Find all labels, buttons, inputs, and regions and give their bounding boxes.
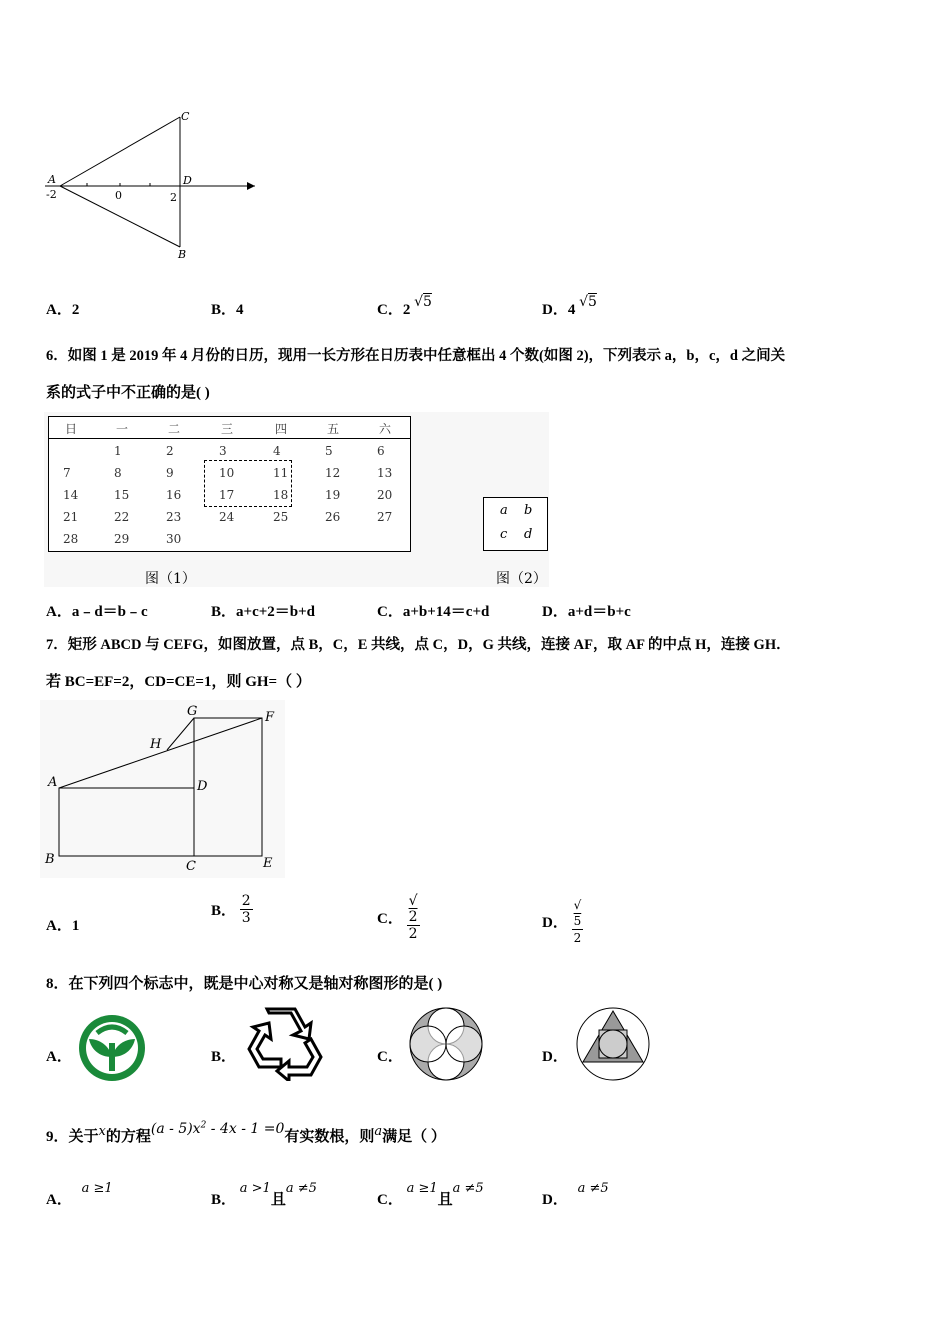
calendar-cell: 24 [219,510,235,524]
calendar-cell: 11 [273,466,289,480]
option-label: B． [211,903,237,919]
calendar-header: 五 [327,422,340,436]
option-value: 2 [71,302,80,318]
option-label: C． [377,604,403,620]
option-label: A． [46,1192,72,1208]
q9-option-c[interactable] [377,1181,484,1209]
calendar-cell: 17 [219,488,235,502]
denominator: 2 [408,926,418,942]
q6-option-b[interactable] [211,600,315,621]
calendar-cell: 12 [325,466,341,480]
option-label: C． [377,302,403,318]
calendar-header: 一 [116,422,129,436]
label-E: E [263,856,273,871]
four-petal-circle-logo-icon[interactable] [408,1006,484,1082]
radicand: 2 [408,909,418,925]
conjunction: 且 [437,1192,453,1208]
q7-option-d[interactable] [542,897,583,946]
conjunction: 且 [270,1192,286,1208]
calendar-cell: 5 [325,444,333,458]
q9-exponent: 2 [200,1120,207,1131]
label-C: C [181,110,190,123]
recycle-logo-icon[interactable] [245,1005,323,1081]
option-label: D． [542,1192,568,1208]
q8-option-c[interactable] [377,1045,403,1066]
option-label: C． [377,911,403,927]
q6-text-line2: 系的式子中不正确的是( ) [46,385,210,401]
q6-option-a[interactable] [46,600,148,621]
calendar-cell: 15 [114,488,130,502]
q9-var-x: x [98,1124,106,1139]
calendar-cell: 29 [114,532,130,546]
label-H: H [150,737,162,752]
calendar-cell: 8 [114,466,122,480]
calendar-cell: 13 [377,466,393,480]
fraction [240,893,253,926]
calendar-cell: 4 [273,444,281,458]
option-label: C． [377,1192,403,1208]
option-label: B． [211,604,237,620]
option-value: a+c+2＝b+d [236,604,316,620]
calendar-cell: 26 [325,510,341,524]
green-food-logo-icon[interactable] [77,1013,147,1083]
denominator: 3 [241,910,251,926]
tick-neg2: -2 [46,188,57,201]
q7-figure [40,700,285,878]
q9-equation: (a - 5)x [150,1121,201,1137]
q9-equation-rest: - 4x - 1 =0 [206,1121,285,1137]
option-label: A． [46,1049,72,1065]
option-value: a﹣d＝b﹣c [71,604,148,620]
q9-option-b[interactable] [211,1181,317,1209]
q8-option-b[interactable] [211,1045,236,1066]
label-D: D [183,174,192,187]
option-label: A． [46,302,72,318]
calendar-header: 四 [275,422,288,436]
calendar-header: 三 [221,422,234,436]
q6-text-line1: 6．如图 1 是 2019 年 4 月份的日历，现用一长方形在日历表中任意框出 4 个数(如图 2)，下列表示 a，b，c，d 之间关 [46,348,786,364]
option-label: C． [377,1049,403,1065]
numerator: √ 2 [408,893,418,925]
calendar-header: 日 [65,422,78,436]
option-coef: 4 [567,302,576,318]
option-label: B． [211,302,237,318]
calendar-cell: 3 [219,444,227,458]
label-B: B [45,852,55,867]
radicand: 5 [573,914,582,928]
option-coef: 2 [402,302,411,318]
calendar-cell: 7 [63,466,71,480]
condition-1: a ≥1 [406,1181,438,1196]
calendar-cell: 2 [166,444,174,458]
q7-option-c[interactable] [377,893,420,942]
option-label: D． [542,302,568,318]
q5-option-b[interactable] [211,298,244,319]
q7-text-line1: 7．矩形 ABCD 与 CEFG，如图放置，点 B，C，E 共线，点 C，D，G 共线，连接 AF，取 AF 的中点 H，连接 GH． [46,637,791,653]
calendar-cell: 20 [377,488,393,502]
q6-option-d[interactable] [542,600,631,621]
option-value: a+d＝b+c [567,604,631,620]
calendar-header: 二 [168,422,181,436]
condition-2: a ≠5 [452,1181,484,1196]
option-label: A． [46,604,72,620]
denominator: 2 [573,931,582,945]
q9-prefix: 9．关于 [46,1129,99,1145]
abcd-box [483,497,548,551]
condition-2: a ≠5 [285,1181,317,1196]
tick-0: 0 [115,189,122,202]
label-G: G [187,704,198,719]
calendar-cell: 25 [273,510,289,524]
label-D: D [197,779,208,794]
q7-option-a[interactable] [46,914,79,935]
q9-mid: 的方程 [105,1129,151,1145]
box-b: b [524,503,533,518]
box-c: c [500,527,508,542]
q6-option-c[interactable] [377,600,489,621]
option-label: A． [46,918,72,934]
label-B: B [178,248,187,261]
radicand: 5 [588,294,597,310]
calendar-cell: 9 [166,466,174,480]
calendar-cell: 21 [63,510,79,524]
numerator: 2 [241,893,251,909]
condition-1: a >1 [239,1181,271,1196]
q9-option-a[interactable] [46,1181,113,1209]
option-label: B． [211,1049,237,1065]
label-C: C [186,859,196,874]
fraction [407,893,420,942]
option-value: a+b+14＝c+d [402,604,490,620]
calendar-cell: 6 [377,444,385,458]
option-value: 1 [71,918,80,934]
sqrt-expression: √5 [579,294,597,310]
q5-option-d[interactable] [542,294,597,319]
tick-2: 2 [170,191,177,204]
option-label: B． [211,1192,237,1208]
numerator: √ 5 [573,898,582,928]
q5-option-a[interactable] [46,298,79,319]
calendar-cell: 16 [166,488,182,502]
q9-after: 有实数根，则 [284,1129,375,1145]
fraction [572,897,584,946]
q9-end: 满足（ ） [382,1129,446,1145]
triangle-square-circle-logo-icon[interactable] [575,1006,651,1082]
q6-caption1: 图（1） [145,571,196,587]
label-A: A [48,173,56,186]
option-label: D． [542,604,568,620]
calendar-header: 六 [379,422,392,436]
q9-var-a: a [374,1124,383,1139]
q8-option-a[interactable] [46,1045,72,1066]
selection-box [204,460,292,507]
q7-text-line2: 若 BC=EF=2，CD=CE=1，则 GH=（ ） [46,674,311,690]
sqrt-expression: √5 [414,294,432,310]
q9-option-d[interactable] [542,1181,609,1209]
label-F: F [265,710,275,725]
q7-option-b[interactable] [211,893,253,926]
calendar-cell: 10 [219,466,235,480]
calendar-cell: 23 [166,510,182,524]
condition-1: a ≥1 [81,1181,113,1196]
box-a: a [500,503,508,518]
calendar-cell: 18 [273,488,289,502]
q8-text-line1: 8．在下列四个标志中，既是中心对称又是轴对称图形的是( ) [46,976,443,992]
calendar-cell: 14 [63,488,79,502]
label-A: A [48,775,58,790]
radicand: 5 [423,294,432,310]
q6-caption2: 图（2） [496,571,547,587]
calendar-cell: 30 [166,532,182,546]
option-label: D． [542,1049,568,1065]
option-label: D． [542,915,568,931]
option-value: 4 [236,302,244,318]
q5-option-c[interactable] [377,294,432,319]
q5-figure [40,105,270,265]
calendar-cell: 28 [63,532,79,546]
q9-question [46,1122,446,1147]
calendar-cell: 1 [114,444,122,458]
condition-1: a ≠5 [577,1181,609,1196]
box-d: d [524,527,533,542]
q8-option-d[interactable] [542,1045,568,1066]
calendar-cell: 22 [114,510,130,524]
calendar-cell: 27 [377,510,393,524]
calendar-cell: 19 [325,488,341,502]
